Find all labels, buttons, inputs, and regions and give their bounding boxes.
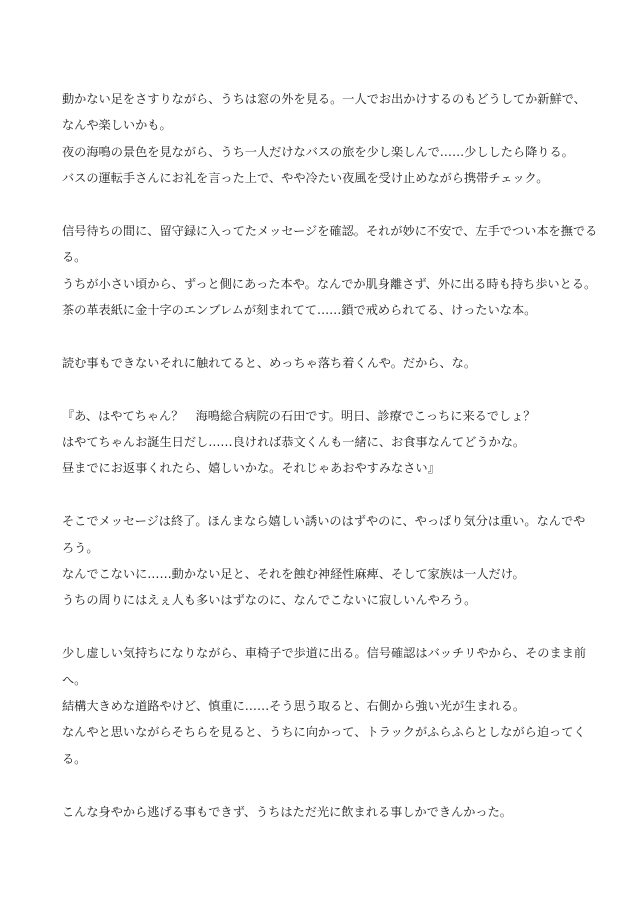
text-line: 動かない足をさすりながら、うちは窓の外を見る。一人でお出かけするのもどうしてか新鮮で、 [62,92,586,106]
text-line: 昼までにお返事くれたら、嬉しいかな。それじゃあおやすみなさい』 [62,461,440,476]
text-line: 少し虚しい気持ちになりながら、車椅子で歩道に出る。信号確認はバッチリやから、そのまま前 [62,646,587,661]
blank-line [62,482,582,508]
text-line: る。 [62,250,87,265]
text-line: へ。 [62,672,87,687]
blank-line [62,772,582,798]
text-line: 『あ、はやてちゃん？ 海鳴総合病院の石田です。明日、診療でこっちに来るでしょ？ [62,408,536,423]
text-line: 夜の海鳴の景色を見ながら、うち一人だけなバスの旅を少し楽しんで……少ししたら降りる。 [62,144,574,159]
text-line: うちの周りにはえぇ人も多いはずなのに、なんでこないに寂しいんやろう。 [62,593,477,608]
text-line: はやてちゃんお誕生日だし……良ければ恭文くんも一緒に、お食事なんてどうかな。 [62,435,526,450]
text-line: 茶の革表紙に金十字のエンブレムが刻まれてて……鎖で戒められてる、けったいな本。 [62,303,537,318]
blank-line [62,614,582,640]
text-line: なんや楽しいかも。 [62,118,172,133]
blank-line [62,192,582,218]
text-line: ろう。 [62,540,99,555]
text-line: こんな身やから逃げる事もできず、うちはただ光に飲まれる事しかできんかった。 [62,804,512,819]
document-page [62,86,598,825]
blank-line [62,376,582,402]
text-line: なんでこないに……動かない足と、それを蝕む神経性麻痺、そして家族は一人だけ。 [62,567,525,582]
text-line: そこでメッセージは終了。ほんまなら嬉しい誘いのはずやのに、やっぱり気分は重い。なんでや [62,514,586,529]
text-line: 結構大きめな道路やけど、慎重に……そう思う取ると、右側から強い光が生まれる。 [62,698,526,713]
text-line: る。 [62,751,87,766]
text-line: バスの運転手さんにお礼を言った上で、やや冷たい夜風を受け止めながら携帯チェック。 [62,171,549,186]
blank-line [62,324,582,350]
text-line: なんやと思いながらそちらを見ると、うちに向かって、トラックがふらふらとしながら迫ってく [62,725,586,740]
text-line: うちが小さい頃から、ずっと側にあった本や。なんでか肌身離さず、外に出る時も持ち歩いとる。 [62,276,597,291]
text-line: 読む事もできないそれに触れてると、めっちゃ落ち着くんや。だから、な。 [62,355,477,370]
text-line: 信号待ちの間に、留守録に入ってたメッセージを確認。それが妙に不安で、左手でつい本を撫でる [62,223,598,238]
